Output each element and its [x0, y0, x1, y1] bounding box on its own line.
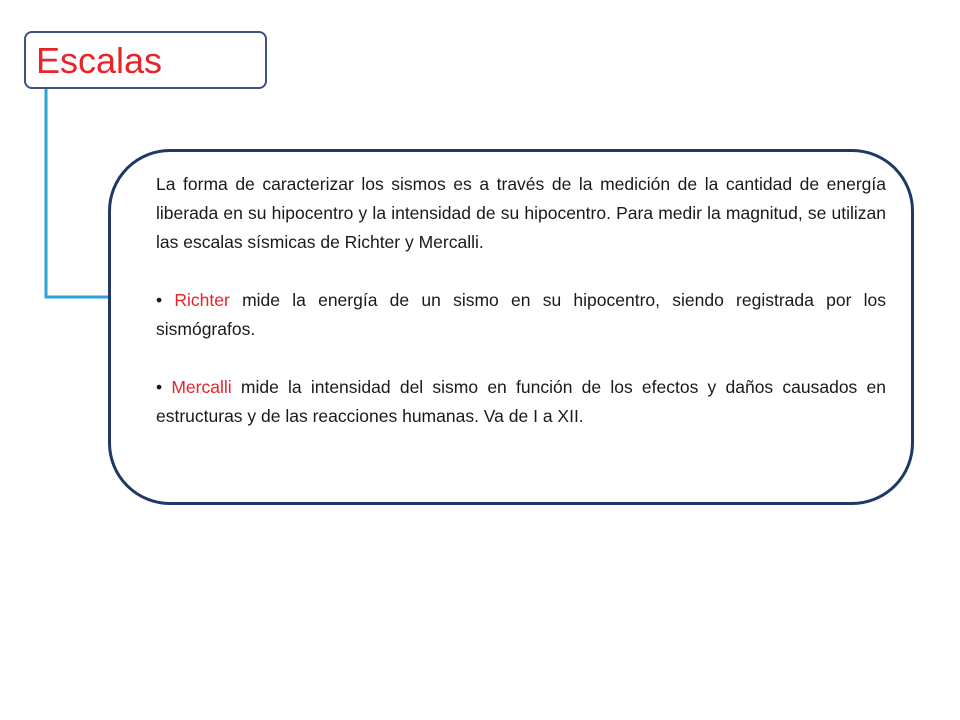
- bullet-glyph: •: [156, 377, 163, 397]
- mercalli-description: mide la intensidad del sismo en función de los efectos y daños causados en estructuras y de las reacciones humanas. Va de I a XII.: [156, 377, 886, 426]
- mercalli-term: Mercalli: [171, 377, 232, 397]
- title-box: [24, 31, 267, 89]
- richter-paragraph: [156, 286, 886, 344]
- bullet-glyph: •: [156, 290, 163, 310]
- richter-description: mide la energía de un sismo en su hipocentro, siendo registrada por los sismógrafos.: [156, 290, 886, 339]
- content-box: [108, 149, 914, 505]
- richter-term: Richter: [174, 290, 230, 310]
- slide-title: Escalas: [36, 40, 163, 81]
- intro-paragraph: La forma de caracterizar los sismos es a través de la medición de la cantidad de energía liberada en su hipocentro y la intensidad de su hipocentro. Para medir la magnitud, se utilizan las escalas sísmicas de Richter y Mercalli.: [156, 174, 886, 252]
- content-text: [156, 170, 886, 431]
- mercalli-paragraph: [156, 373, 886, 431]
